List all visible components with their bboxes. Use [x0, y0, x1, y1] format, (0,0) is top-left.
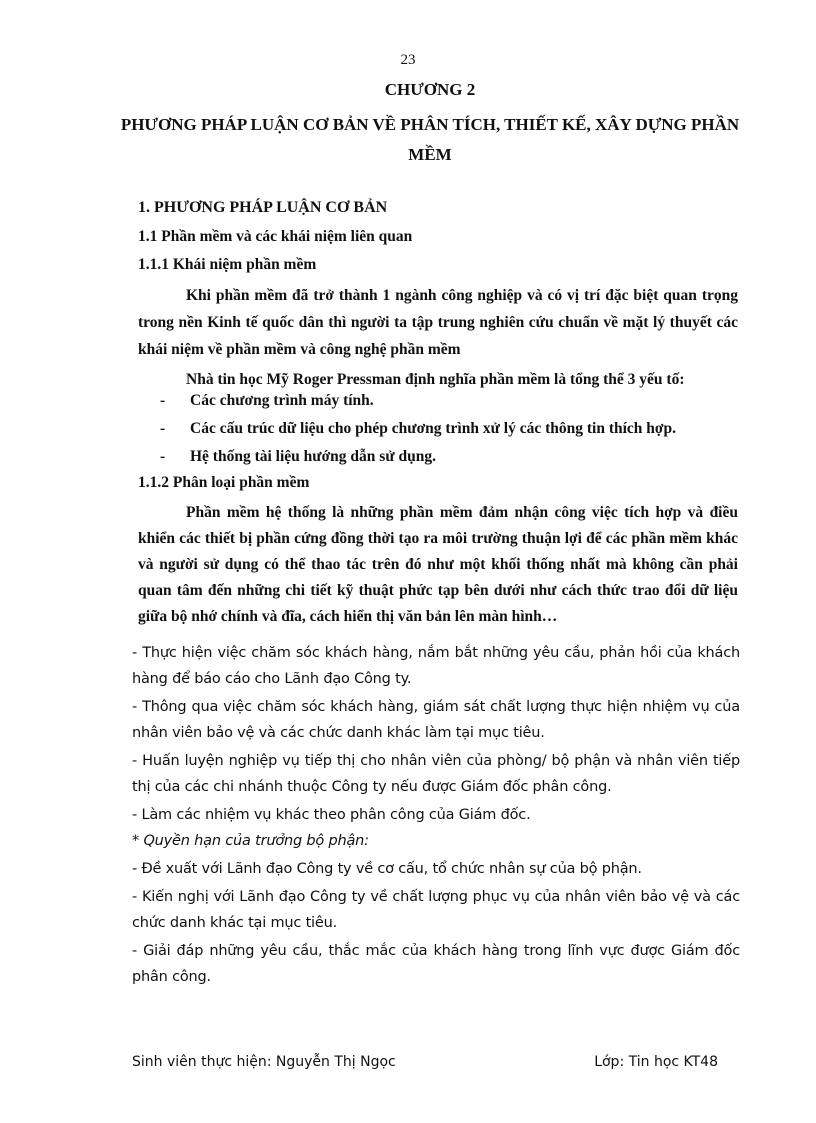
page-number: 23: [400, 52, 416, 68]
authority-item: - Đề xuất với Lãnh đạo Công ty về cơ cấu, tổ chức nhân sự của bộ phận.: [132, 861, 642, 877]
bullet-dash: -: [160, 448, 166, 465]
section-heading-1-1-2: 1.1.2 Phân loại phần mềm: [138, 474, 310, 491]
chapter-label: CHƯƠNG 2: [384, 80, 476, 99]
duty-item: - Huấn luyện nghiệp vụ tiếp thị cho nhân viên của phòng/ bộ phận và nhân viên tiếp thị của các chi nhánh thuộc Công ty nếu được Giám đốc phân công.: [132, 753, 740, 795]
bullet-text: Các chương trình máy tính.: [190, 392, 374, 409]
footer-student: Sinh viên thực hiện: Nguyễn Thị Ngọc: [132, 1054, 396, 1070]
paragraph-system-software: Phần mềm hệ thống là những phần mềm đảm nhận công việc tích hợp và điều khiển các thiết bị phần cứng đồng thời tạo ra môi trường thuận lợi để các phần mềm khác và người sử dụng có thể thao tác trên đó như một khối thống nhất mà không cần phải quan tâm đến những chi tiết kỹ thuật phức tạp bên dưới như cách thức trao đổi dữ liệu giữa bộ nhớ chính và đĩa, cách hiển thị văn bản lên màn hình…: [138, 504, 738, 625]
chapter-title: PHƯƠNG PHÁP LUẬN CƠ BẢN VỀ PHÂN TÍCH, THIẾT KẾ, XÂY DỰNG PHẦN MỀM: [120, 115, 740, 164]
bullet-dash: -: [160, 420, 166, 437]
section-heading-1-1: 1.1 Phần mềm và các khái niệm liên quan: [138, 228, 413, 245]
footer-class: Lớp: Tin học KT48: [594, 1054, 718, 1070]
section-heading-1-1-1: 1.1.1 Khái niệm phần mềm: [138, 256, 317, 273]
section-heading-1: 1. PHƯƠNG PHÁP LUẬN CƠ BẢN: [138, 199, 388, 216]
duty-item: - Thực hiện việc chăm sóc khách hàng, nắm bắt những yêu cầu, phản hồi của khách hàng để báo cáo cho Lãnh đạo Công ty.: [132, 645, 740, 687]
bullet-dash: -: [160, 392, 166, 409]
authority-item: - Giải đáp những yêu cầu, thắc mắc của khách hàng trong lĩnh vực được Giám đốc phân công.: [132, 943, 740, 985]
authority-item: - Kiến nghị với Lãnh đạo Công ty về chất lượng phục vụ của nhân viên bảo vệ và các chức danh khác tại mục tiêu.: [132, 889, 740, 931]
paragraph-software-concept: Khi phần mềm đã trở thành 1 ngành công nghiệp và có vị trí đặc biệt quan trọng trong nền Kinh tế quốc dân thì người ta tập trung nghiên cứu chuẩn về mặt lý thuyết các khái niệm về phần mềm và công nghệ phần mềm: [138, 287, 738, 358]
authority-heading: * Quyền hạn của trưởng bộ phận:: [132, 833, 369, 849]
duty-item: - Làm các nhiệm vụ khác theo phân công của Giám đốc.: [132, 807, 531, 823]
bullet-text: Các cấu trúc dữ liệu cho phép chương trình xử lý các thông tin thích hợp.: [190, 420, 677, 437]
bullet-text: Hệ thống tài liệu hướng dẫn sử dụng.: [190, 448, 436, 465]
duty-item: - Thông qua việc chăm sóc khách hàng, giám sát chất lượng thực hiện nhiệm vụ của nhân viên bảo vệ và các chức danh khác làm tại mục tiêu.: [132, 699, 740, 741]
paragraph-pressman-definition: Nhà tin học Mỹ Roger Pressman định nghĩa phần mềm là tổng thể 3 yếu tố:: [186, 371, 685, 388]
